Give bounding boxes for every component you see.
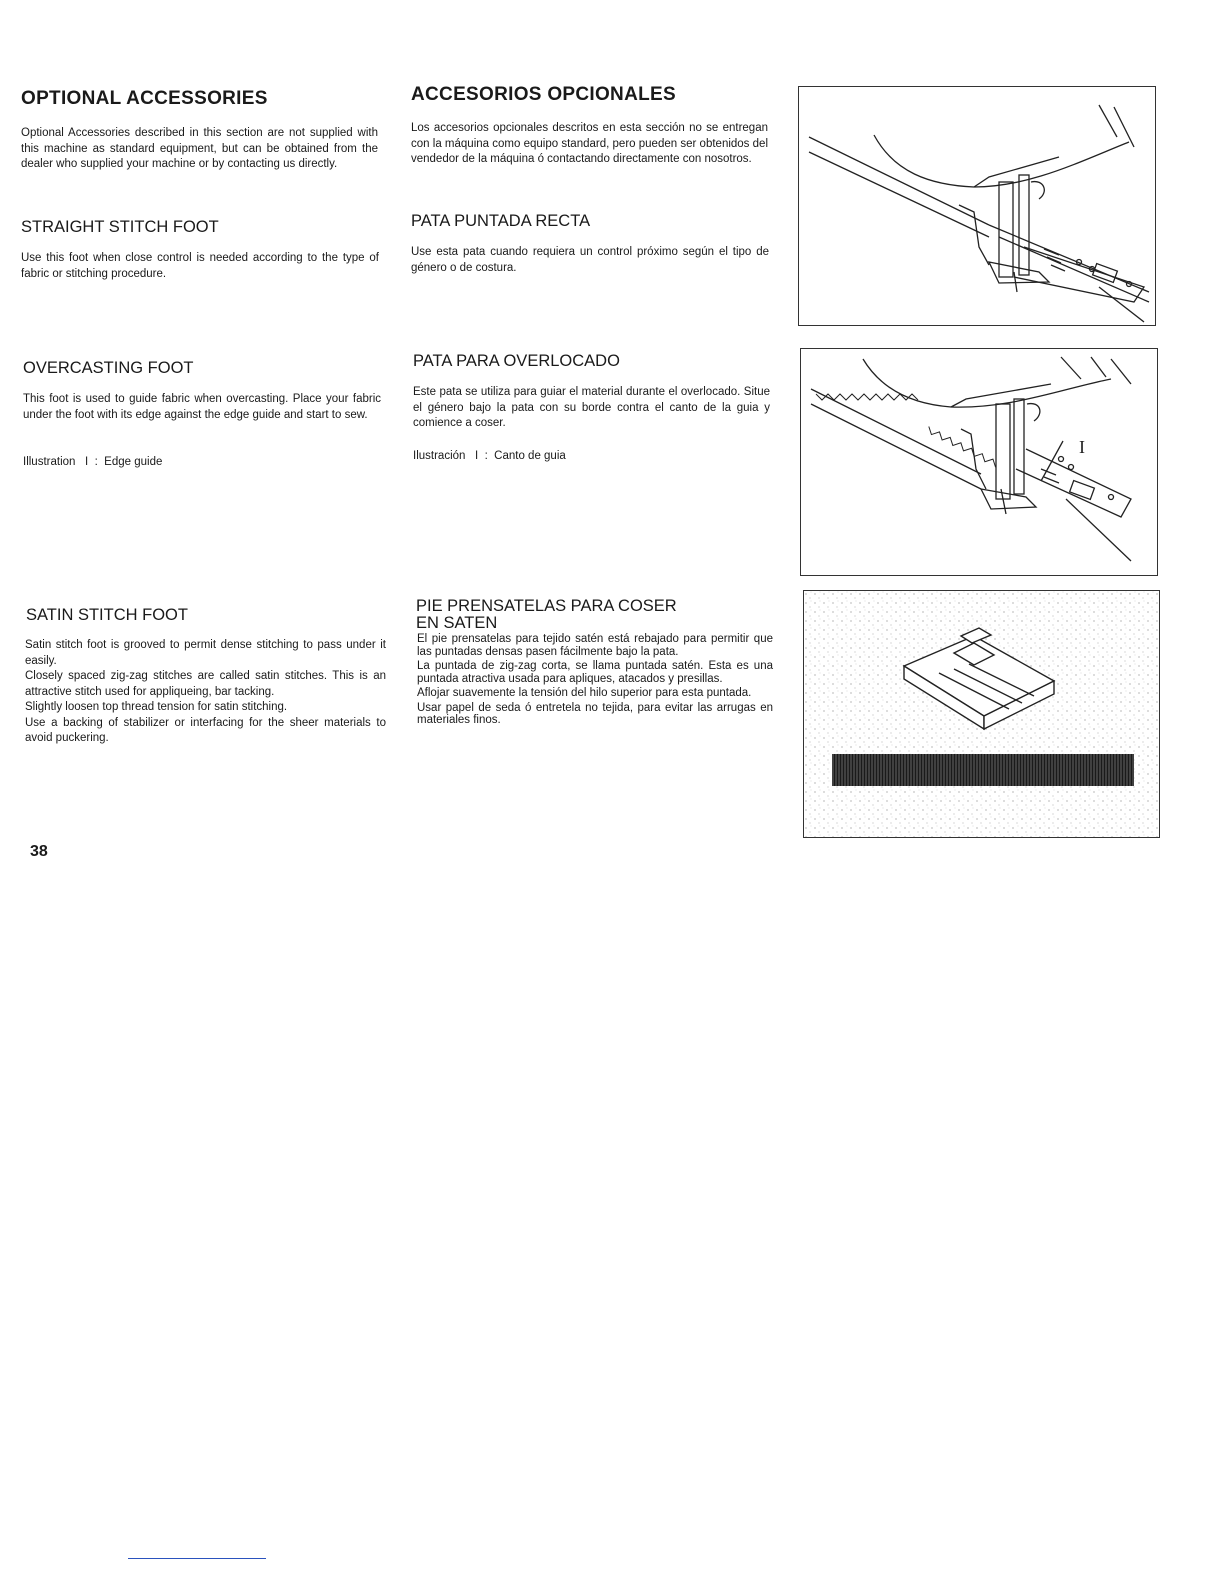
pata-overlocado-illustration-caption: Ilustración I : Canto de guia	[413, 450, 566, 462]
pie-saten-p4: Usar papel de seda ó entretela no tejida, para evitar las arrugas en materiales finos.	[417, 701, 773, 726]
pie-saten-body	[417, 633, 773, 727]
satin-stitch-p2: Closely spaced zig-zag stitches are called satin stitches. This is an attractive stitch used for appliqueing, bar tacking.	[25, 670, 386, 698]
straight-stitch-foot-illustration	[798, 86, 1156, 326]
straight-stitch-foot-drawing	[799, 87, 1155, 325]
pie-saten-title-line2: EN SATEN	[416, 614, 498, 632]
overcasting-text: This foot is used to guide fabric when overcasting. Place your fabric under the foot with its edge against the edge guide and start to sew.	[23, 393, 381, 421]
satin-stitch-foot-illustration	[803, 590, 1160, 838]
pie-saten-title-line1: PIE PRENSATELAS PARA COSER	[416, 597, 677, 615]
satin-stitch-title: SATIN STITCH FOOT	[26, 606, 188, 624]
satin-stitch-body	[25, 638, 386, 747]
overcasting-illustration-caption: Illustration I : Edge guide	[23, 456, 163, 468]
needle-plate	[1014, 247, 1144, 302]
pie-saten-p3: Aflojar suavemente la tensión del hilo superior para esta puntada.	[417, 687, 752, 699]
optional-accessories-text: Optional Accessories described in this section are not supplied with this machine as standard equipment, but can be obtained from the dealer who supplied your machine or by contacting us directly.	[21, 127, 378, 170]
satin-stitch-p1: Satin stitch foot is grooved to permit dense stitching to pass under it easily.	[25, 639, 386, 667]
pata-overlocado-title: PATA PARA OVERLOCADO	[413, 352, 620, 370]
overcasting-title: OVERCASTING FOOT	[23, 359, 194, 377]
pata-puntada-recta-title: PATA PUNTADA RECTA	[411, 212, 591, 230]
optional-accessories-title: OPTIONAL ACCESSORIES	[21, 88, 268, 109]
satin-stitch-p4: Use a backing of stabilizer or interfacing for the sheer materials to avoid puckering.	[25, 716, 386, 744]
straight-stitch-text: Use this foot when close control is needed according to the type of fabric or stitching procedure.	[21, 252, 379, 280]
pata-puntada-recta-text: Use esta pata cuando requiera un control próximo según el tipo de género o de costura.	[411, 246, 769, 274]
edge-guide-label: I	[1079, 437, 1085, 457]
accesorios-opcionales-text: Los accesorios opcionales descritos en esta sección no se entregan con la máquina como equipo standard, pero pueden ser obtenidos del vendedor de la máquina ó contactando directamente con nosotros.	[411, 122, 768, 165]
overcasting-foot-illustration	[800, 348, 1158, 576]
pie-saten-p2: La puntada de zig-zag corta, se llama puntada satén. Esta es una puntada atractiva usada para apliques, atacados y presillas.	[417, 660, 773, 685]
satin-stitch-band	[832, 754, 1134, 786]
machine-arm-outline	[863, 359, 1111, 407]
pata-overlocado-text: Este pata se utiliza para guiar el material durante el overlocado. Situe el género bajo la pata con su borde contra el canto de la guia y comience a coser.	[413, 386, 770, 429]
footer-rule	[128, 1558, 266, 1559]
pie-saten-p1: El pie prensatelas para tejido satén está rebajado para permitir que las puntadas densas pasen fácilmente bajo la pata.	[417, 633, 773, 658]
overcasting-foot-drawing	[801, 349, 1157, 575]
satin-stitch-p3: Slightly loosen top thread tension for satin stitching.	[25, 701, 288, 713]
straight-stitch-title: STRAIGHT STITCH FOOT	[21, 218, 219, 236]
satin-stitch-foot-drawing	[804, 591, 1159, 837]
page-number: 38	[30, 843, 48, 860]
machine-arm-outline	[874, 135, 1129, 187]
accesorios-opcionales-title: ACCESORIOS OPCIONALES	[411, 84, 676, 105]
needle-bar	[996, 404, 1010, 499]
